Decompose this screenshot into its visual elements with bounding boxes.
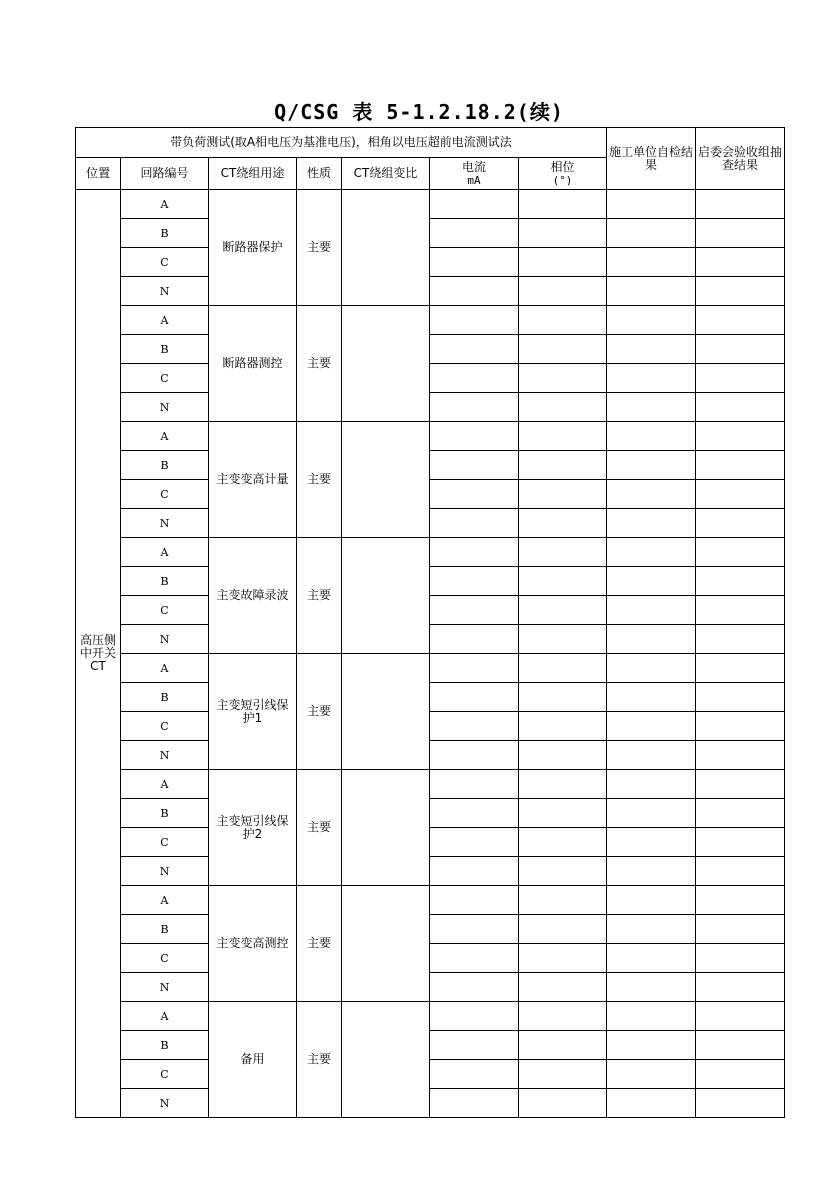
ct-ratio-cell[interactable] bbox=[342, 886, 430, 1002]
circuit-phase-cell: N bbox=[121, 277, 209, 306]
current-cell[interactable] bbox=[430, 422, 519, 451]
self-check-cell[interactable] bbox=[607, 683, 696, 712]
current-cell[interactable] bbox=[430, 306, 519, 335]
acceptance-cell[interactable] bbox=[696, 1089, 785, 1118]
phase-angle-cell[interactable] bbox=[519, 973, 607, 1002]
current-cell[interactable] bbox=[430, 596, 519, 625]
self-check-cell[interactable] bbox=[607, 654, 696, 683]
header-phase bbox=[519, 158, 607, 190]
acceptance-cell[interactable] bbox=[696, 799, 785, 828]
nature-cell: 主要 bbox=[297, 654, 342, 770]
ct-use-cell: 主变短引线保护2 bbox=[209, 770, 297, 886]
table-row bbox=[76, 1002, 785, 1031]
self-check-cell[interactable] bbox=[607, 886, 696, 915]
phase-angle-cell[interactable] bbox=[519, 480, 607, 509]
current-cell[interactable] bbox=[430, 741, 519, 770]
circuit-phase-cell: C bbox=[121, 1060, 209, 1089]
table-row bbox=[76, 683, 785, 712]
ct-use-cell: 主变变高测控 bbox=[209, 886, 297, 1002]
table-row bbox=[76, 596, 785, 625]
acceptance-cell[interactable] bbox=[696, 654, 785, 683]
ct-use-cell: 断路器保护 bbox=[209, 190, 297, 306]
phase-angle-cell[interactable] bbox=[519, 335, 607, 364]
table-row bbox=[76, 915, 785, 944]
ct-ratio-cell[interactable] bbox=[342, 190, 430, 306]
circuit-phase-cell: N bbox=[121, 857, 209, 886]
table-row bbox=[76, 567, 785, 596]
current-cell[interactable] bbox=[430, 277, 519, 306]
test-table bbox=[75, 127, 785, 1118]
phase-angle-cell[interactable] bbox=[519, 1060, 607, 1089]
self-check-cell[interactable] bbox=[607, 596, 696, 625]
phase-angle-cell[interactable] bbox=[519, 451, 607, 480]
circuit-phase-cell: A bbox=[121, 190, 209, 219]
acceptance-cell[interactable] bbox=[696, 248, 785, 277]
self-check-cell[interactable] bbox=[607, 509, 696, 538]
self-check-cell[interactable] bbox=[607, 1002, 696, 1031]
header-current-unit: mA bbox=[467, 173, 481, 187]
acceptance-cell[interactable] bbox=[696, 451, 785, 480]
phase-angle-cell[interactable] bbox=[519, 625, 607, 654]
acceptance-cell[interactable] bbox=[696, 944, 785, 973]
self-check-cell[interactable] bbox=[607, 799, 696, 828]
self-check-cell[interactable] bbox=[607, 219, 696, 248]
self-check-cell[interactable] bbox=[607, 306, 696, 335]
header-phase-unit: (°) bbox=[552, 173, 573, 187]
table-row bbox=[76, 828, 785, 857]
circuit-phase-cell: B bbox=[121, 451, 209, 480]
table-row bbox=[76, 625, 785, 654]
phase-angle-cell[interactable] bbox=[519, 886, 607, 915]
phase-angle-cell[interactable] bbox=[519, 596, 607, 625]
acceptance-cell[interactable] bbox=[696, 828, 785, 857]
phase-angle-cell[interactable] bbox=[519, 712, 607, 741]
current-cell[interactable] bbox=[430, 567, 519, 596]
ct-use-cell: 备用 bbox=[209, 1002, 297, 1118]
circuit-phase-cell: N bbox=[121, 1089, 209, 1118]
table-row bbox=[76, 393, 785, 422]
ct-ratio-cell[interactable] bbox=[342, 654, 430, 770]
current-cell[interactable] bbox=[430, 654, 519, 683]
current-cell[interactable] bbox=[430, 1089, 519, 1118]
acceptance-cell[interactable] bbox=[696, 741, 785, 770]
table-row bbox=[76, 741, 785, 770]
header-self-check: 施工单位自检结果 bbox=[607, 128, 696, 190]
phase-angle-cell[interactable] bbox=[519, 538, 607, 567]
current-cell[interactable] bbox=[430, 364, 519, 393]
acceptance-cell[interactable] bbox=[696, 683, 785, 712]
ct-ratio-cell[interactable] bbox=[342, 538, 430, 654]
self-check-cell[interactable] bbox=[607, 857, 696, 886]
header-current bbox=[430, 158, 519, 190]
current-cell[interactable] bbox=[430, 393, 519, 422]
self-check-cell[interactable] bbox=[607, 364, 696, 393]
ct-ratio-cell[interactable] bbox=[342, 306, 430, 422]
self-check-cell[interactable] bbox=[607, 625, 696, 654]
acceptance-cell[interactable] bbox=[696, 509, 785, 538]
self-check-cell[interactable] bbox=[607, 422, 696, 451]
table-row bbox=[76, 335, 785, 364]
table-row bbox=[76, 654, 785, 683]
table-row bbox=[76, 306, 785, 335]
nature-cell: 主要 bbox=[297, 538, 342, 654]
header-circuit-no: 回路编号 bbox=[121, 158, 209, 190]
phase-angle-cell[interactable] bbox=[519, 799, 607, 828]
phase-angle-cell[interactable] bbox=[519, 857, 607, 886]
phase-angle-cell[interactable] bbox=[519, 654, 607, 683]
circuit-phase-cell: C bbox=[121, 596, 209, 625]
ct-use-cell: 主变故障录波 bbox=[209, 538, 297, 654]
circuit-phase-cell: N bbox=[121, 741, 209, 770]
header-nature: 性质 bbox=[297, 158, 342, 190]
current-cell[interactable] bbox=[430, 480, 519, 509]
acceptance-cell[interactable] bbox=[696, 277, 785, 306]
circuit-phase-cell: C bbox=[121, 828, 209, 857]
header-current-label: 电流 bbox=[461, 159, 486, 174]
self-check-cell[interactable] bbox=[607, 741, 696, 770]
header-acceptance: 启委会验收组抽查结果 bbox=[696, 128, 785, 190]
phase-angle-cell[interactable] bbox=[519, 422, 607, 451]
circuit-phase-cell: A bbox=[121, 538, 209, 567]
current-cell[interactable] bbox=[430, 886, 519, 915]
acceptance-cell[interactable] bbox=[696, 1060, 785, 1089]
table-row bbox=[76, 364, 785, 393]
self-check-cell[interactable] bbox=[607, 538, 696, 567]
table-row bbox=[76, 857, 785, 886]
self-check-cell[interactable] bbox=[607, 1060, 696, 1089]
header-ct-ratio: CT绕组变比 bbox=[342, 158, 430, 190]
acceptance-cell[interactable] bbox=[696, 480, 785, 509]
circuit-phase-cell: C bbox=[121, 364, 209, 393]
circuit-phase-cell: C bbox=[121, 248, 209, 277]
phase-angle-cell[interactable] bbox=[519, 1002, 607, 1031]
nature-cell: 主要 bbox=[297, 190, 342, 306]
phase-angle-cell[interactable] bbox=[519, 277, 607, 306]
table-row bbox=[76, 944, 785, 973]
acceptance-cell[interactable] bbox=[696, 596, 785, 625]
current-cell[interactable] bbox=[430, 1060, 519, 1089]
current-cell[interactable] bbox=[430, 1002, 519, 1031]
table-row bbox=[76, 1060, 785, 1089]
circuit-phase-cell: A bbox=[121, 654, 209, 683]
ct-ratio-cell[interactable] bbox=[342, 770, 430, 886]
self-check-cell[interactable] bbox=[607, 1089, 696, 1118]
table-row bbox=[76, 973, 785, 1002]
acceptance-cell[interactable] bbox=[696, 538, 785, 567]
self-check-cell[interactable] bbox=[607, 944, 696, 973]
ct-use-cell: 主变变高计量 bbox=[209, 422, 297, 538]
current-cell[interactable] bbox=[430, 799, 519, 828]
circuit-phase-cell: B bbox=[121, 1031, 209, 1060]
table-row bbox=[76, 509, 785, 538]
self-check-cell[interactable] bbox=[607, 567, 696, 596]
header-position: 位置 bbox=[76, 158, 121, 190]
current-cell[interactable] bbox=[430, 828, 519, 857]
circuit-phase-cell: B bbox=[121, 335, 209, 364]
nature-cell: 主要 bbox=[297, 306, 342, 422]
self-check-cell[interactable] bbox=[607, 480, 696, 509]
phase-angle-cell[interactable] bbox=[519, 219, 607, 248]
circuit-phase-cell: A bbox=[121, 306, 209, 335]
ct-ratio-cell[interactable] bbox=[342, 422, 430, 538]
current-cell[interactable] bbox=[430, 683, 519, 712]
nature-cell: 主要 bbox=[297, 422, 342, 538]
position-cell: 高压侧中开关CT bbox=[76, 190, 121, 1118]
acceptance-cell[interactable] bbox=[696, 393, 785, 422]
current-cell[interactable] bbox=[430, 973, 519, 1002]
circuit-phase-cell: B bbox=[121, 219, 209, 248]
circuit-phase-cell: C bbox=[121, 712, 209, 741]
current-cell[interactable] bbox=[430, 451, 519, 480]
circuit-phase-cell: B bbox=[121, 567, 209, 596]
phase-angle-cell[interactable] bbox=[519, 770, 607, 799]
acceptance-cell[interactable] bbox=[696, 712, 785, 741]
phase-angle-cell[interactable] bbox=[519, 741, 607, 770]
table-row bbox=[76, 1089, 785, 1118]
circuit-phase-cell: A bbox=[121, 422, 209, 451]
phase-angle-cell[interactable] bbox=[519, 190, 607, 219]
acceptance-cell[interactable] bbox=[696, 857, 785, 886]
phase-angle-cell[interactable] bbox=[519, 509, 607, 538]
acceptance-cell[interactable] bbox=[696, 1031, 785, 1060]
acceptance-cell[interactable] bbox=[696, 190, 785, 219]
circuit-phase-cell: N bbox=[121, 393, 209, 422]
table-row bbox=[76, 770, 785, 799]
table-row bbox=[76, 219, 785, 248]
table-row bbox=[76, 277, 785, 306]
acceptance-cell[interactable] bbox=[696, 306, 785, 335]
phase-angle-cell[interactable] bbox=[519, 1031, 607, 1060]
self-check-cell[interactable] bbox=[607, 190, 696, 219]
self-check-cell[interactable] bbox=[607, 393, 696, 422]
nature-cell: 主要 bbox=[297, 770, 342, 886]
acceptance-cell[interactable] bbox=[696, 973, 785, 1002]
acceptance-cell[interactable] bbox=[696, 335, 785, 364]
acceptance-cell[interactable] bbox=[696, 567, 785, 596]
self-check-cell[interactable] bbox=[607, 248, 696, 277]
table-row bbox=[76, 480, 785, 509]
nature-cell: 主要 bbox=[297, 1002, 342, 1118]
circuit-phase-cell: C bbox=[121, 480, 209, 509]
self-check-cell[interactable] bbox=[607, 915, 696, 944]
phase-angle-cell[interactable] bbox=[519, 248, 607, 277]
circuit-phase-cell: C bbox=[121, 944, 209, 973]
ct-use-cell: 断路器测控 bbox=[209, 306, 297, 422]
phase-angle-cell[interactable] bbox=[519, 364, 607, 393]
circuit-phase-cell: B bbox=[121, 683, 209, 712]
self-check-cell[interactable] bbox=[607, 1031, 696, 1060]
circuit-phase-cell: N bbox=[121, 973, 209, 1002]
phase-angle-cell[interactable] bbox=[519, 306, 607, 335]
self-check-cell[interactable] bbox=[607, 277, 696, 306]
acceptance-cell[interactable] bbox=[696, 422, 785, 451]
self-check-cell[interactable] bbox=[607, 712, 696, 741]
acceptance-cell[interactable] bbox=[696, 364, 785, 393]
header-phase-label: 相位 bbox=[550, 159, 575, 174]
header-ct-use: CT绕组用途 bbox=[209, 158, 297, 190]
circuit-phase-cell: B bbox=[121, 799, 209, 828]
table-row bbox=[76, 799, 785, 828]
table-row bbox=[76, 422, 785, 451]
current-cell[interactable] bbox=[430, 712, 519, 741]
acceptance-cell[interactable] bbox=[696, 886, 785, 915]
self-check-cell[interactable] bbox=[607, 451, 696, 480]
phase-angle-cell[interactable] bbox=[519, 944, 607, 973]
header-main: 带负荷测试(取A相电压为基准电压)，相角以电压超前电流测试法 bbox=[76, 128, 607, 158]
circuit-phase-cell: N bbox=[121, 509, 209, 538]
table-row bbox=[76, 451, 785, 480]
phase-angle-cell[interactable] bbox=[519, 683, 607, 712]
circuit-phase-cell: A bbox=[121, 770, 209, 799]
current-cell[interactable] bbox=[430, 1031, 519, 1060]
circuit-phase-cell: B bbox=[121, 915, 209, 944]
acceptance-cell[interactable] bbox=[696, 625, 785, 654]
self-check-cell[interactable] bbox=[607, 770, 696, 799]
current-cell[interactable] bbox=[430, 335, 519, 364]
circuit-phase-cell: A bbox=[121, 886, 209, 915]
table-row bbox=[76, 248, 785, 277]
current-cell[interactable] bbox=[430, 944, 519, 973]
current-cell[interactable] bbox=[430, 219, 519, 248]
phase-angle-cell[interactable] bbox=[519, 567, 607, 596]
phase-angle-cell[interactable] bbox=[519, 393, 607, 422]
current-cell[interactable] bbox=[430, 770, 519, 799]
self-check-cell[interactable] bbox=[607, 335, 696, 364]
current-cell[interactable] bbox=[430, 509, 519, 538]
acceptance-cell[interactable] bbox=[696, 1002, 785, 1031]
current-cell[interactable] bbox=[430, 915, 519, 944]
current-cell[interactable] bbox=[430, 190, 519, 219]
acceptance-cell[interactable] bbox=[696, 770, 785, 799]
acceptance-cell[interactable] bbox=[696, 219, 785, 248]
current-cell[interactable] bbox=[430, 538, 519, 567]
nature-cell: 主要 bbox=[297, 886, 342, 1002]
self-check-cell[interactable] bbox=[607, 828, 696, 857]
current-cell[interactable] bbox=[430, 625, 519, 654]
phase-angle-cell[interactable] bbox=[519, 828, 607, 857]
page-title: Q/CSG 表 5-1.2.18.2(续) bbox=[274, 100, 564, 124]
phase-angle-cell[interactable] bbox=[519, 1089, 607, 1118]
table-row bbox=[76, 190, 785, 219]
acceptance-cell[interactable] bbox=[696, 915, 785, 944]
ct-use-cell: 主变短引线保护1 bbox=[209, 654, 297, 770]
table-row bbox=[76, 886, 785, 915]
ct-ratio-cell[interactable] bbox=[342, 1002, 430, 1118]
circuit-phase-cell: A bbox=[121, 1002, 209, 1031]
current-cell[interactable] bbox=[430, 857, 519, 886]
phase-angle-cell[interactable] bbox=[519, 915, 607, 944]
current-cell[interactable] bbox=[430, 248, 519, 277]
table-row bbox=[76, 712, 785, 741]
table-row bbox=[76, 538, 785, 567]
self-check-cell[interactable] bbox=[607, 973, 696, 1002]
circuit-phase-cell: N bbox=[121, 625, 209, 654]
table-row bbox=[76, 1031, 785, 1060]
